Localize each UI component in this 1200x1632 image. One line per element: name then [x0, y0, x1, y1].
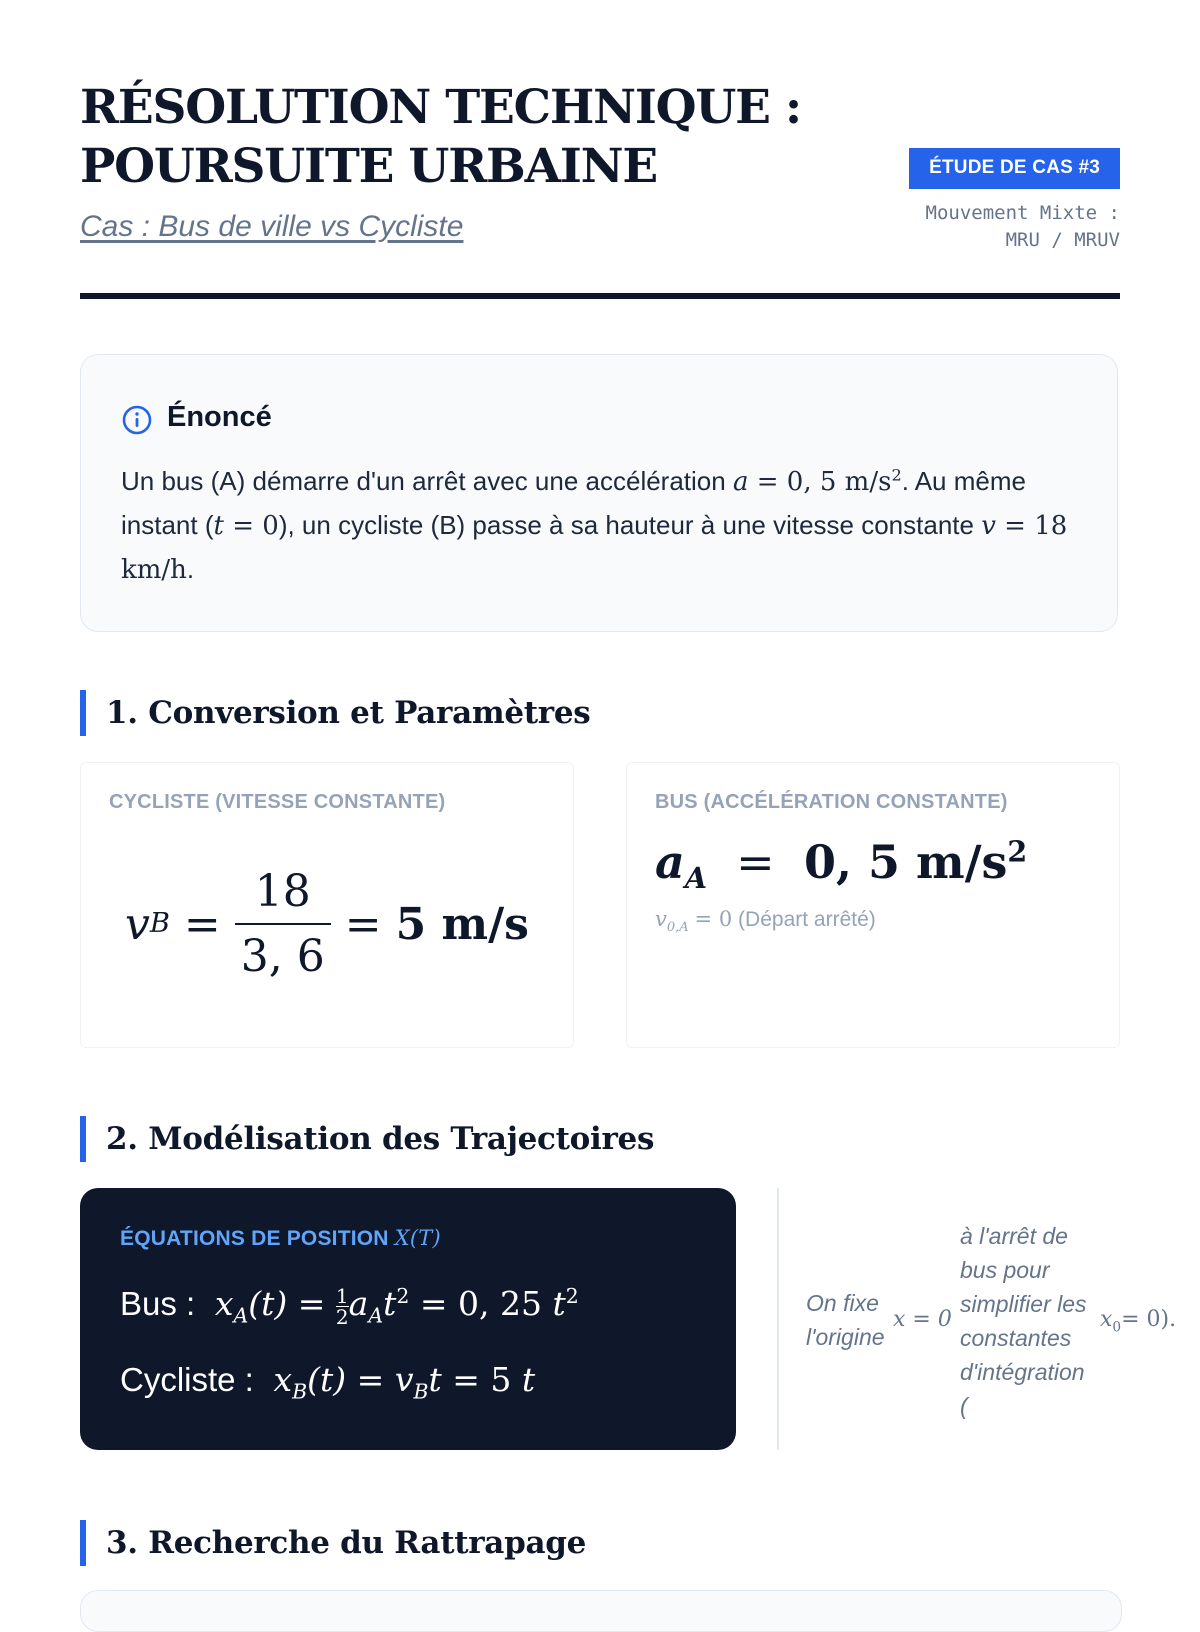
bus-card-label: BUS (ACCÉLÉRATION CONSTANTE)	[655, 791, 1008, 813]
accel-value: 0, 5 m/s	[786, 467, 892, 497]
equals-sign: =	[694, 907, 719, 931]
section-heading-conversion: 1. Conversion et Paramètres	[80, 690, 590, 736]
cyclist-equation-label: Cycliste :	[120, 1361, 254, 1398]
bus-initial-speed-note	[655, 907, 876, 936]
statement-text-part: Un bus (A) démarre d'un arrêt avec une accélération	[121, 466, 733, 496]
bus-accel-exponent: 2	[1007, 834, 1028, 869]
title-line-2: POURSUITE URBAINE	[80, 139, 658, 194]
initial-speed-value: 0	[718, 907, 733, 931]
equals-sign: =	[169, 898, 221, 950]
equations-label-math: X(T)	[394, 1226, 441, 1250]
equals-sign: =	[344, 898, 396, 950]
statement-text	[121, 460, 1081, 592]
initial-speed-text: (Départ arrêté)	[738, 908, 876, 931]
origin-note-math: x = 0	[893, 1307, 952, 1332]
accel-subscript: A	[684, 861, 707, 896]
equals-sign: =	[721, 835, 790, 889]
equals-sign: =	[223, 511, 263, 541]
statement-text-part: ), un cycliste (B) passe à sa hauteur à une vitesse constante	[278, 510, 982, 540]
motion-type-tag	[926, 200, 1120, 254]
tag-line-1: Mouvement Mixte :	[925, 202, 1120, 224]
cyclist-position-equation: Cycliste : $x_B(t) = v_Bt = 5$ t	[120, 1360, 536, 1404]
speed-symbol: v	[981, 511, 996, 541]
cyclist-speed-formula: v B = $\frac{18}{3, 6}$ = 5 m/s	[125, 866, 529, 982]
bus-accel-value: 0, 5 m/s	[803, 835, 1008, 889]
page-header	[80, 78, 1120, 298]
speed-value: 18 km/h	[121, 511, 1068, 585]
note-line: constantes	[960, 1325, 1072, 1351]
fraction-numerator: 18	[254, 866, 311, 917]
origin-note-part2	[960, 1219, 1087, 1423]
speed-symbol: v	[125, 898, 150, 950]
integration-constant-math	[1100, 1303, 1176, 1337]
note-line: On fixe	[806, 1290, 879, 1316]
accel-exponent: 2	[891, 465, 902, 485]
statement-title: Énoncé	[167, 401, 272, 433]
equals-sign: =	[995, 511, 1035, 541]
bus-equation-coefficient: 0, 25	[458, 1284, 542, 1323]
note-line: à l'arrêt de	[960, 1223, 1068, 1249]
info-icon	[121, 404, 153, 436]
header-divider	[80, 293, 1120, 299]
initial-speed-symbol: v	[655, 907, 667, 931]
equals-sign: =	[748, 467, 787, 497]
bus-position-equation: Bus : $x_A(t)$ = $\frac{1}{2}$ $a_At^2 = 0$, 25 $t^2$	[120, 1283, 579, 1329]
bus-equation-label: Bus :	[120, 1285, 196, 1322]
title-line-1: RÉSOLUTION TECHNIQUE :	[80, 80, 802, 135]
note-line: l'origine	[806, 1324, 885, 1350]
note-line: (	[960, 1393, 968, 1419]
cyclist-speed-result: 5 m/s	[395, 898, 529, 950]
section3-card	[80, 1590, 1122, 1632]
equations-label-text: ÉQUATIONS DE POSITION	[120, 1227, 389, 1250]
tag-line-2: MRU / MRUV	[1005, 229, 1120, 251]
note-line: bus pour	[960, 1257, 1050, 1283]
fraction-denominator: 3, 6	[235, 923, 331, 982]
equations-box-label	[120, 1226, 441, 1251]
statement-card	[80, 354, 1118, 632]
time-symbol: t	[213, 511, 224, 541]
cyclist-card-label: CYCLISTE (VITESSE CONSTANTE)	[109, 791, 446, 813]
accel-symbol: a	[655, 835, 685, 889]
note-line: simplifier les	[960, 1291, 1087, 1317]
initial-speed-subscript: 0,A	[666, 920, 689, 936]
section-heading-modelisation: 2. Modélisation des Trajectoires	[80, 1116, 654, 1162]
time-value: 0	[262, 511, 279, 541]
origin-note-part1	[806, 1286, 885, 1354]
position-equations-box	[80, 1188, 736, 1450]
accel-symbol: a	[732, 467, 749, 497]
statement-text-part: . Au même instant (	[121, 466, 1026, 540]
bus-param-card	[626, 762, 1120, 1048]
math-subscript: 0	[1112, 1319, 1122, 1336]
case-study-badge: ÉTUDE DE CAS #3	[909, 148, 1120, 189]
cyclist-param-card	[80, 762, 574, 1048]
math-rhs: = 0).	[1121, 1307, 1177, 1332]
bus-accel-formula	[655, 834, 1028, 896]
section-heading-rattrapage: 3. Recherche du Rattrapage	[80, 1520, 586, 1566]
cyclist-equation-coefficient: 5	[490, 1360, 512, 1399]
statement-text-part: .	[186, 554, 195, 584]
conversion-fraction	[235, 866, 331, 982]
note-divider	[777, 1188, 779, 1450]
case-subtitle: Cas : Bus de ville vs Cycliste	[80, 210, 464, 243]
math-symbol: x	[1100, 1307, 1113, 1332]
note-line: d'intégration	[960, 1359, 1085, 1385]
